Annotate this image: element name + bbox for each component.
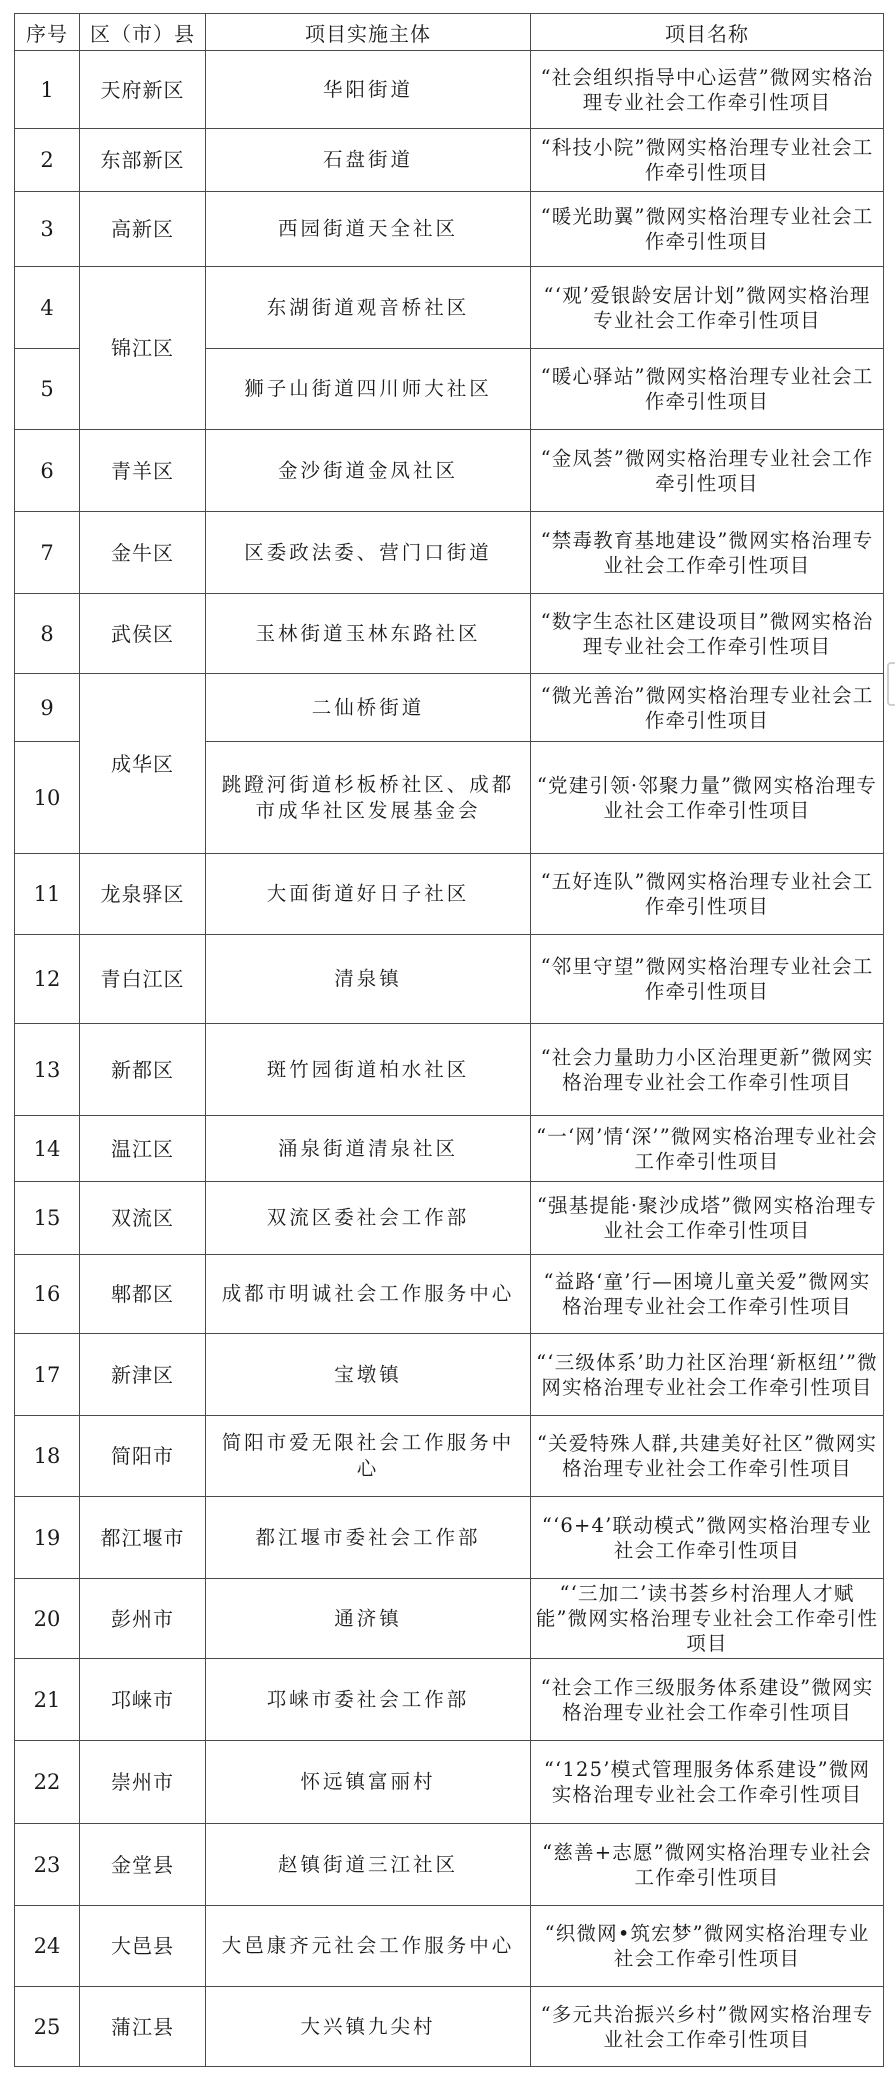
row-project-name: “多元共治振兴乡村”微网实格治理专业社会工作牵引性项目 xyxy=(531,1987,884,2067)
row-district: 温江区 xyxy=(80,1116,206,1182)
row-entity: 宝墩镇 xyxy=(206,1334,531,1416)
row-no: 18 xyxy=(15,1416,80,1497)
row-no: 16 xyxy=(15,1255,80,1334)
row-district: 简阳市 xyxy=(80,1416,206,1497)
row-district: 蒲江县 xyxy=(80,1987,206,2067)
table-row xyxy=(15,1497,884,1579)
row-entity: 大兴镇九尖村 xyxy=(206,1987,531,2067)
table-row xyxy=(15,1659,884,1741)
row-project-name: “邻里守望”微网实格治理专业社会工作牵引性项目 xyxy=(531,935,884,1024)
table-row xyxy=(15,594,884,674)
row-entity: 大面街道好日子社区 xyxy=(206,854,531,935)
table-row xyxy=(15,192,884,267)
row-project-name: “‘6+4’联动模式”微网实格治理专业社会工作牵引性项目 xyxy=(531,1497,884,1579)
row-district: 龙泉驿区 xyxy=(80,854,206,935)
row-no: 11 xyxy=(15,854,80,935)
row-no: 9 xyxy=(15,674,80,742)
row-district: 郫都区 xyxy=(80,1255,206,1334)
row-entity: 成都市明诚社会工作服务中心 xyxy=(206,1255,531,1334)
row-entity: 华阳街道 xyxy=(206,51,531,129)
row-project-name: “微光善治”微网实格治理专业社会工作牵引性项目 xyxy=(531,674,884,742)
row-project-name: “社会工作三级服务体系建设”微网实格治理专业社会工作牵引性项目 xyxy=(531,1659,884,1741)
row-entity: 玉林街道玉林东路社区 xyxy=(206,594,531,674)
table-row xyxy=(15,674,884,742)
row-district: 天府新区 xyxy=(80,51,206,129)
row-project-name: “慈善+志愿”微网实格治理专业社会工作牵引性项目 xyxy=(531,1824,884,1906)
row-no: 22 xyxy=(15,1741,80,1824)
row-no: 4 xyxy=(15,267,80,349)
row-district: 锦江区 xyxy=(80,267,206,430)
table-row xyxy=(15,1255,884,1334)
row-entity: 石盘街道 xyxy=(206,129,531,192)
table-row xyxy=(15,512,884,594)
table-row xyxy=(15,129,884,192)
row-no: 5 xyxy=(15,349,80,430)
row-entity: 狮子山街道四川师大社区 xyxy=(206,349,531,430)
table-row xyxy=(15,1334,884,1416)
row-entity: 金沙街道金凤社区 xyxy=(206,430,531,512)
header-name: 项目名称 xyxy=(531,14,884,51)
table-header-row xyxy=(15,14,884,51)
row-no: 24 xyxy=(15,1906,80,1987)
row-district: 成华区 xyxy=(80,674,206,854)
page-edge-tab xyxy=(887,662,895,706)
row-project-name: “‘125’模式管理服务体系建设”微网实格治理专业社会工作牵引性项目 xyxy=(531,1741,884,1824)
header-district: 区（市）县 xyxy=(80,14,206,51)
row-district: 高新区 xyxy=(80,192,206,267)
row-project-name: “科技小院”微网实格治理专业社会工作牵引性项目 xyxy=(531,129,884,192)
row-entity: 通济镇 xyxy=(206,1579,531,1659)
row-project-name: “一‘网’情‘深’”微网实格治理专业社会工作牵引性项目 xyxy=(531,1116,884,1182)
table-row xyxy=(15,935,884,1024)
row-entity: 区委政法委、营门口街道 xyxy=(206,512,531,594)
row-no: 10 xyxy=(15,742,80,854)
row-no: 1 xyxy=(15,51,80,129)
row-project-name: “‘三级体系’助力社区治理‘新枢纽’”微网实格治理专业社会工作牵引性项目 xyxy=(531,1334,884,1416)
row-no: 13 xyxy=(15,1024,80,1116)
row-project-name: “关爱特殊人群,共建美好社区”微网实格治理专业社会工作牵引性项目 xyxy=(531,1416,884,1497)
row-district: 崇州市 xyxy=(80,1741,206,1824)
row-project-name: “数字生态社区建设项目”微网实格治理专业社会工作牵引性项目 xyxy=(531,594,884,674)
row-no: 2 xyxy=(15,129,80,192)
row-entity: 双流区委社会工作部 xyxy=(206,1182,531,1255)
row-district: 金堂县 xyxy=(80,1824,206,1906)
row-district: 青羊区 xyxy=(80,430,206,512)
row-no: 3 xyxy=(15,192,80,267)
row-no: 20 xyxy=(15,1579,80,1659)
project-table xyxy=(14,13,884,2067)
table-row xyxy=(15,51,884,129)
row-no: 6 xyxy=(15,430,80,512)
row-district: 彭州市 xyxy=(80,1579,206,1659)
row-no: 23 xyxy=(15,1824,80,1906)
row-no: 19 xyxy=(15,1497,80,1579)
table-row xyxy=(15,267,884,349)
row-no: 25 xyxy=(15,1987,80,2067)
row-entity: 东湖街道观音桥社区 xyxy=(206,267,531,349)
table-row xyxy=(15,1987,884,2067)
row-project-name: “暖心驿站”微网实格治理专业社会工作牵引性项目 xyxy=(531,349,884,430)
table-row xyxy=(15,1906,884,1987)
row-entity: 西园街道天全社区 xyxy=(206,192,531,267)
row-no: 14 xyxy=(15,1116,80,1182)
table-row xyxy=(15,1824,884,1906)
row-no: 7 xyxy=(15,512,80,594)
row-entity: 赵镇街道三江社区 xyxy=(206,1824,531,1906)
row-district: 都江堰市 xyxy=(80,1497,206,1579)
row-project-name: “金凤荟”微网实格治理专业社会工作牵引性项目 xyxy=(531,430,884,512)
row-no: 8 xyxy=(15,594,80,674)
row-entity: 二仙桥街道 xyxy=(206,674,531,742)
row-project-name: “暖光助翼”微网实格治理专业社会工作牵引性项目 xyxy=(531,192,884,267)
row-project-name: “党建引领·邻聚力量”微网实格治理专业社会工作牵引性项目 xyxy=(531,742,884,854)
row-project-name: “‘观’爱银龄安居计划”微网实格治理专业社会工作牵引性项目 xyxy=(531,267,884,349)
table-row xyxy=(15,1579,884,1659)
table-row xyxy=(15,1024,884,1116)
row-district: 新津区 xyxy=(80,1334,206,1416)
row-project-name: “织微网•筑宏梦”微网实格治理专业社会工作牵引性项目 xyxy=(531,1906,884,1987)
row-district: 青白江区 xyxy=(80,935,206,1024)
row-district: 新都区 xyxy=(80,1024,206,1116)
document-page xyxy=(14,13,884,2067)
table-row xyxy=(15,1416,884,1497)
row-district: 金牛区 xyxy=(80,512,206,594)
row-no: 17 xyxy=(15,1334,80,1416)
row-no: 12 xyxy=(15,935,80,1024)
row-district: 双流区 xyxy=(80,1182,206,1255)
row-project-name: “社会力量助力小区治理更新”微网实格治理专业社会工作牵引性项目 xyxy=(531,1024,884,1116)
row-district: 东部新区 xyxy=(80,129,206,192)
table-row xyxy=(15,854,884,935)
row-project-name: “益路‘童’行—困境儿童关爱”微网实格治理专业社会工作牵引性项目 xyxy=(531,1255,884,1334)
row-no: 21 xyxy=(15,1659,80,1741)
row-project-name: “‘三加二’读书荟乡村治理人才赋能”微网实格治理专业社会工作牵引性项目 xyxy=(531,1579,884,1659)
row-entity: 大邑康齐元社会工作服务中心 xyxy=(206,1906,531,1987)
row-project-name: “社会组织指导中心运营”微网实格治理专业社会工作牵引性项目 xyxy=(531,51,884,129)
header-no: 序号 xyxy=(15,14,80,51)
row-entity: 涌泉街道清泉社区 xyxy=(206,1116,531,1182)
row-district: 大邑县 xyxy=(80,1906,206,1987)
table-row xyxy=(15,430,884,512)
row-entity: 简阳市爱无限社会工作服务中心 xyxy=(206,1416,531,1497)
row-project-name: “禁毒教育基地建设”微网实格治理专业社会工作牵引性项目 xyxy=(531,512,884,594)
row-entity: 都江堰市委社会工作部 xyxy=(206,1497,531,1579)
header-entity: 项目实施主体 xyxy=(206,14,531,51)
row-project-name: “五好连队”微网实格治理专业社会工作牵引性项目 xyxy=(531,854,884,935)
table-row xyxy=(15,1116,884,1182)
row-entity: 怀远镇富丽村 xyxy=(206,1741,531,1824)
table-row xyxy=(15,1741,884,1824)
table-row xyxy=(15,1182,884,1255)
row-district: 邛崃市 xyxy=(80,1659,206,1741)
row-entity: 斑竹园街道柏水社区 xyxy=(206,1024,531,1116)
row-entity: 跳蹬河街道杉板桥社区、成都市成华社区发展基金会 xyxy=(206,742,531,854)
row-no: 15 xyxy=(15,1182,80,1255)
row-entity: 清泉镇 xyxy=(206,935,531,1024)
row-entity: 邛崃市委社会工作部 xyxy=(206,1659,531,1741)
row-district: 武侯区 xyxy=(80,594,206,674)
row-project-name: “强基提能·聚沙成塔”微网实格治理专业社会工作牵引性项目 xyxy=(531,1182,884,1255)
